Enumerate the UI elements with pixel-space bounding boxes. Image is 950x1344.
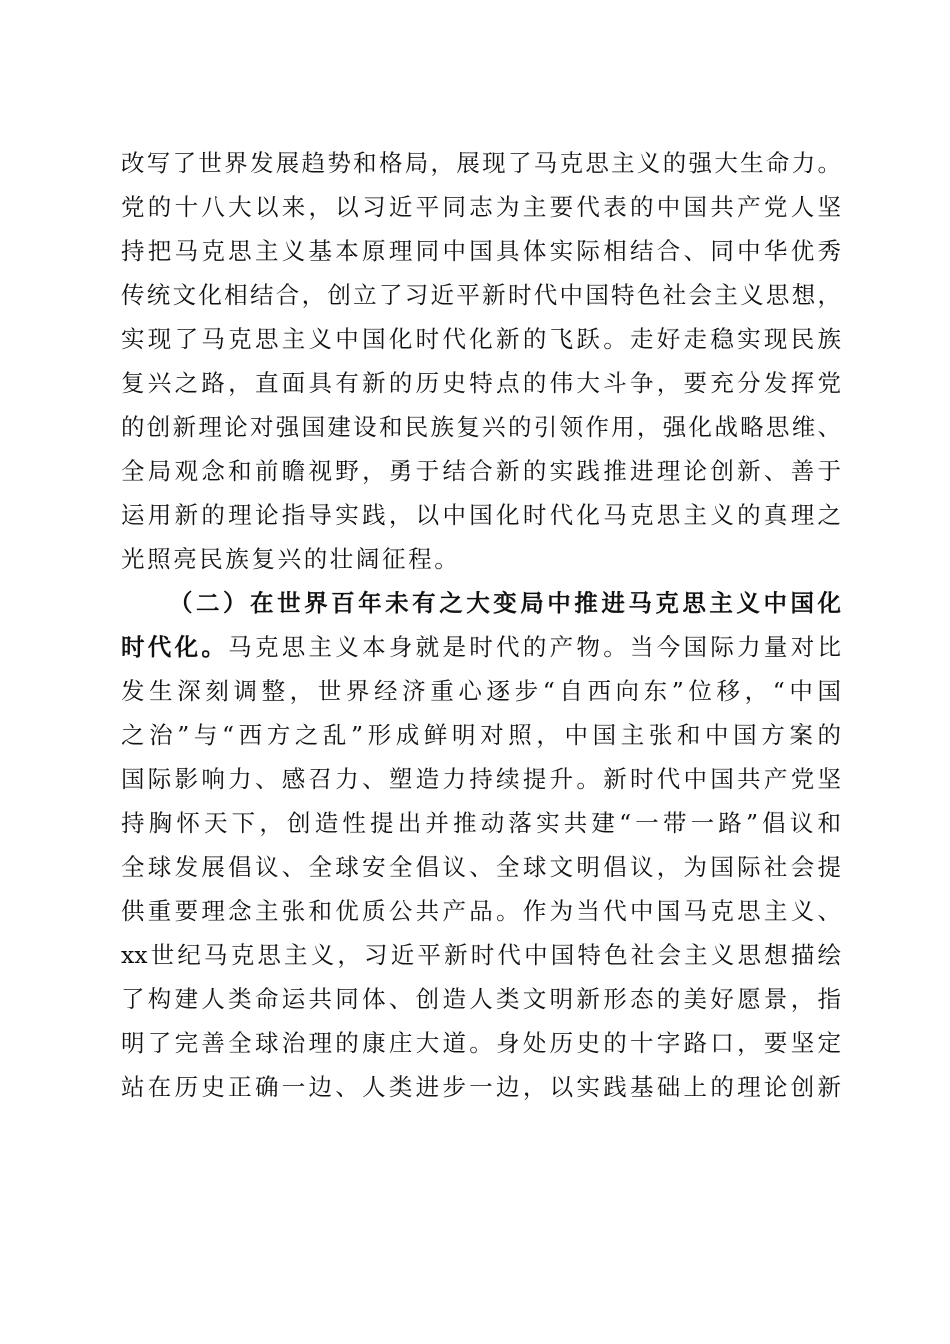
body-text <box>121 141 841 1109</box>
text-line: 实现了马克思主义中国化时代化新的飞跃。走好走稳实现民族 <box>121 325 841 353</box>
paragraph-2 <box>121 581 841 1109</box>
text-line: 了构建人类命运共同体、创造人类文明新形态的美好愿景，指 <box>121 985 841 1013</box>
text-line: 的创新理论对强国建设和民族复兴的引领作用，强化战略思维、 <box>121 413 841 441</box>
text-line: 站在历史正确一边、人类进步一边，以实践基础上的理论创新 <box>121 1073 841 1101</box>
text-line: 之治”与“西方之乱”形成鲜明对照，中国主张和中国方案的 <box>121 721 841 749</box>
text-line: 改写了世界发展趋势和格局，展现了马克思主义的强大生命力。 <box>121 149 841 177</box>
text-line: 全球发展倡议、全球安全倡议、全球文明倡议，为国际社会提 <box>121 853 841 881</box>
text-line: 明了完善全球治理的康庄大道。身处历史的十字路口，要坚定 <box>121 1029 841 1057</box>
text-line: 党的十八大以来，以习近平同志为主要代表的中国共产党人坚 <box>121 193 841 221</box>
text-line: xx世纪马克思主义，习近平新时代中国特色社会主义思想描绘 <box>121 941 841 969</box>
paragraph-1 <box>121 141 841 581</box>
text-line: 持把马克思主义基本原理同中国具体实际相结合、同中华优秀 <box>121 237 841 265</box>
text-line: 发生深刻调整，世界经济重心逐步“自西向东”位移，“中国 <box>121 677 841 705</box>
text-line <box>121 625 841 669</box>
section-heading-tail: 时代化。 <box>121 633 229 661</box>
text-line: 复兴之路，直面具有新的历史特点的伟大斗争，要充分发挥党 <box>121 369 841 397</box>
text-line: 运用新的理论指导实践，以中国化时代化马克思主义的真理之 <box>121 501 841 529</box>
text-line-last: 光照亮民族复兴的壮阔征程。 <box>121 545 461 573</box>
text-line: 国际影响力、感召力、塑造力持续提升。新时代中国共产党坚 <box>121 765 841 793</box>
text-span: 马克思主义本身就是时代的产物。当今国际力量对比 <box>228 633 842 661</box>
section-heading: （二）在世界百年未有之大变局中推进马克思主义中国化 <box>169 589 841 617</box>
text-line: 全局观念和前瞻视野，勇于结合新的实践推进理论创新、善于 <box>121 457 841 485</box>
text-line: 供重要理念主张和优质公共产品。作为当代中国马克思主义、 <box>121 897 841 925</box>
text-line: 传统文化相结合，创立了习近平新时代中国特色社会主义思想， <box>121 281 841 309</box>
text-line: 持胸怀天下，创造性提出并推动落实共建“一带一路”倡议和 <box>121 809 841 837</box>
